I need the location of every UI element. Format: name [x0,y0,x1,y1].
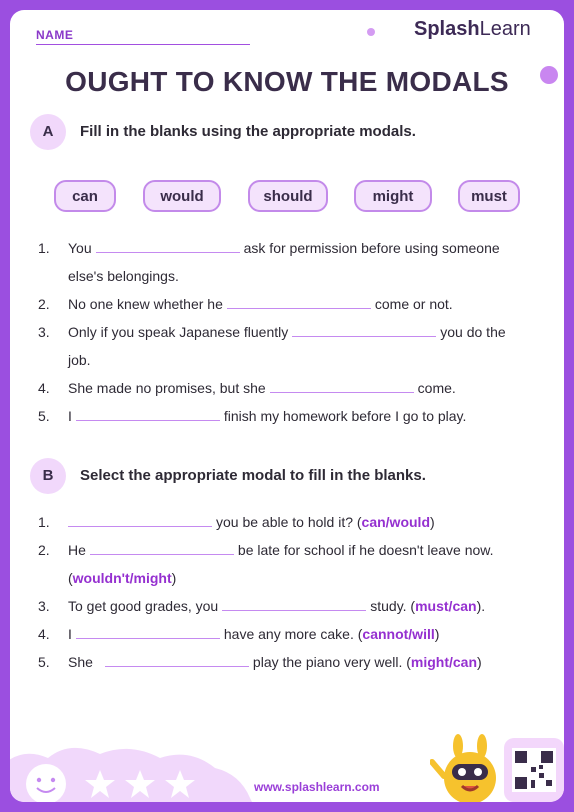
section-b-instruction: Select the appropriate modal to fill in the blanks. [80,467,426,484]
question-text: ) [430,514,435,530]
section-a-instruction: Fill in the blanks using the appropriate modals. [80,123,416,140]
worksheet-page [10,10,564,802]
answer-blank[interactable] [76,626,220,639]
question-number: 2. [38,542,50,558]
question-number: 5. [38,408,50,424]
question-number: 1. [38,514,50,530]
question-number: 4. [38,380,50,396]
modal-options: must/can [415,598,477,614]
question-text: No one knew whether he [68,296,223,312]
question-text: ) [171,570,177,586]
question-number: 2. [38,296,50,312]
answer-blank[interactable] [227,296,371,309]
question-text: else's belongings. [68,268,179,284]
word-chip: can [54,180,116,212]
question-text: You [68,240,92,256]
question-text: Only if you speak Japanese fluently [68,324,289,340]
answer-blank[interactable] [68,514,212,527]
question-text: have any more cake. ( [223,626,363,642]
question-text: you be able to hold it? ( [216,514,362,530]
question-text: ( [68,570,73,586]
question-text: He [68,542,86,558]
answer-blank[interactable] [270,380,414,393]
qr-code[interactable] [504,738,564,802]
question-text: ask for permission before using someone [243,240,500,256]
question-text: you do the [440,324,506,340]
question-text: ) [434,626,440,642]
question-text: come or not. [374,296,453,312]
modal-options: wouldn't/might [72,570,172,586]
section-a-badge: A [30,114,66,150]
section-b-badge: B [30,458,66,494]
name-label: NAME [36,28,74,42]
question-number: 3. [38,598,50,614]
answer-blank[interactable] [222,598,366,611]
answer-blank[interactable] [76,408,220,421]
modal-options: might/can [410,654,478,670]
word-chip: would [143,180,221,212]
question-number: 5. [38,654,50,670]
question-number: 3. [38,324,50,340]
modal-options: cannot/will [362,626,435,642]
question-text: ). [476,598,486,614]
question-number: 1. [38,240,50,256]
splashlearn-logo [414,18,531,41]
answer-blank[interactable] [96,240,240,253]
mascot-character-icon [430,732,510,802]
logo-learn-text: Learn [479,18,531,40]
question-text: play the piano very well. ( [252,654,411,670]
word-chip: should [248,180,328,212]
word-chip: might [354,180,432,212]
question-text: ) [477,654,482,670]
decor-dot [367,28,375,36]
question-text: She [68,654,93,670]
modal-options: can/would [361,514,430,530]
question-text: come. [417,380,456,396]
answer-blank[interactable] [105,654,249,667]
question-text: To get good grades, you [68,598,219,614]
question-text: be late for school if he doesn't leave now. [237,542,494,558]
qr-code-icon [504,738,564,802]
word-chip: must [458,180,520,212]
question-text: study. ( [370,598,416,614]
logo-splash-text: Splash [414,18,480,40]
cloud-stars-decoration [10,738,260,802]
question-text: I [68,408,72,424]
question-text: I [68,626,72,642]
question-text: finish my homework before I go to play. [223,408,467,424]
name-field-line[interactable] [36,44,250,45]
footer-url[interactable]: www.splashlearn.com [254,780,380,794]
question-text: She made no promises, but she [68,380,266,396]
answer-blank[interactable] [90,542,234,555]
question-text: job. [68,352,91,368]
answer-blank[interactable] [292,324,436,337]
page-title: OUGHT TO KNOW THE MODALS [65,66,509,97]
question-number: 4. [38,626,50,642]
